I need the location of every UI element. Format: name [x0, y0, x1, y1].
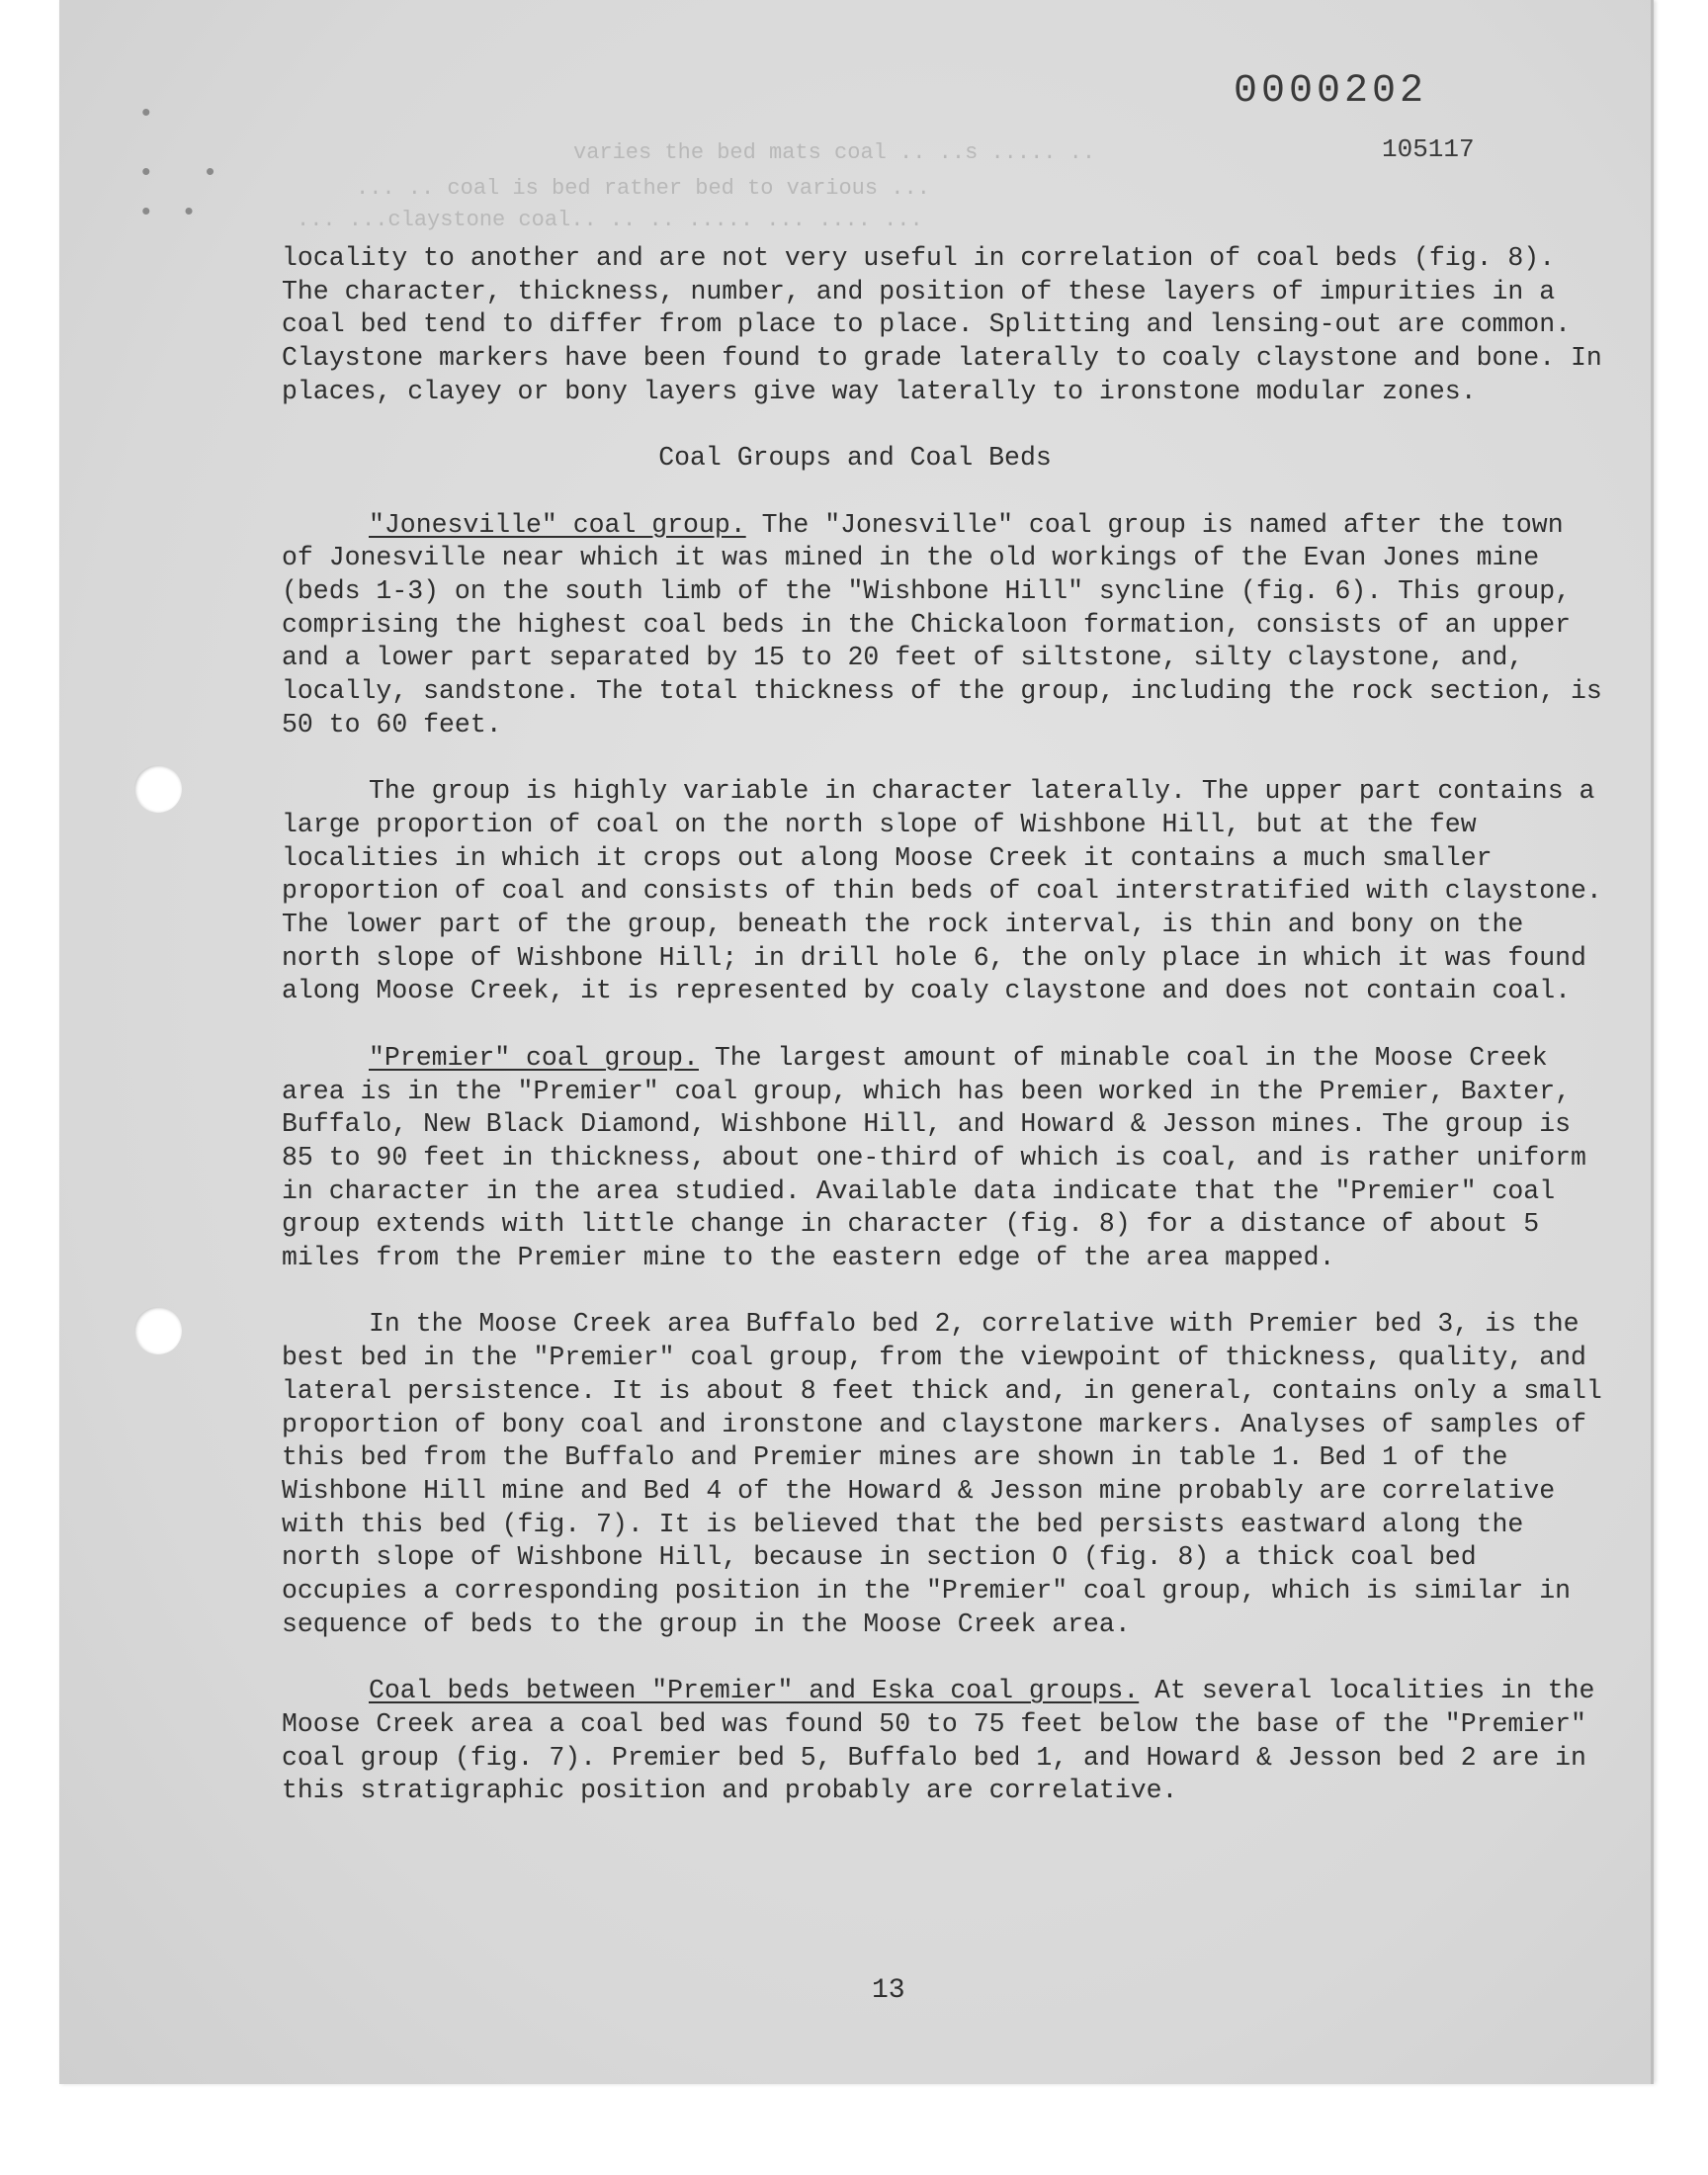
document-number: 0000202 — [1234, 69, 1428, 114]
body-text — [282, 242, 1606, 1842]
paragraph-text: At several localities in the Moose Creek area a coal bed was found 50 to 75 feet below the base of the "Premier" coal group (fig. 7). Premier bed 5, Buffalo bed 1, and Howard & Jesson bed 2 are in this stratigraphic position and probably are correlative. — [282, 1676, 1595, 1806]
paragraph-text: In the Moose Creek area Buffalo bed 2, correlative with Premier bed 3, is the best bed in the "Premier" coal group, from the viewpoint of thickness, quality, and lateral persistence. It is about 8 feet thick and, in general, contains only a small proportion of bony coal and ironstone and claystone markers. Analyses of samples of this bed from the Buffalo and Premier mines are shown in table 1. Bed 1 of the Wishbone Hill mine and Bed 4 of the Howard & Jesson mine probably are correlative with this bed (fig. 7). It is believed that the bed persists eastward along the north slope of Wishbone Hill, because in section O (fig. 8) a thick coal bed occupies a corresponding position in the "Premier" coal group, which is similar in sequence of beds to the group in the Moose Creek area. — [282, 1309, 1602, 1639]
paragraph-text: The "Jonesville" coal group is named after the town of Jonesville near which it was mined in the old workings of the Evan Jones mine (beds 1-3) on the south limb of the "Wishbone Hill" syncline (fig. 6). This group, comprising the highest coal beds in the Chickaloon formation, consists of an upper and a lower part separated by 15 to 20 feet of siltstone, silty claystone, and, locally, sandstone. The total thickness of the group, including the rock section, is 50 to 60 feet. — [282, 509, 1602, 740]
punch-hole — [134, 765, 182, 813]
section-heading: Coal Groups and Coal Beds — [658, 443, 1052, 474]
paragraph-title-coal-beds-between: Coal beds between "Premier" and Eska coal groups. — [369, 1676, 1140, 1706]
paragraph-text: The group is highly variable in character laterally. The upper part contains a large proportion of coal on the north slope of Wishbone Hill, but at the few localities in which it crops out along Moose Creek it contains a much smaller proportion of coal and consists of thin beds of coal interstratified with claystone. The lower part of the group, beneath the rock interval, is thin and bony on the north slope of Wishbone Hill; in drill hole 6, the only place in which it was found along Moose Creek, it is represented by coaly claystone and does not contain coal. — [282, 776, 1602, 1006]
page-number: 13 — [872, 1975, 905, 2006]
margin-specks: • • — [138, 198, 203, 227]
paragraph-buffalo-bed — [282, 1308, 1606, 1641]
bleed-through-line: ... ...claystone coal.. .. .. ..... ... .... ... — [297, 208, 923, 232]
bleed-through-line: varies the bed mats coal .. ..s ..... .. — [573, 140, 1096, 165]
margin-specks: • • — [138, 158, 224, 188]
paragraph-jonesville — [282, 509, 1606, 742]
paragraph-coal-beds-between — [282, 1675, 1606, 1808]
paragraph-continuation: locality to another and are not very useful in correlation of coal beds (fig. 8). The character, thickness, number, and position of these layers of impurities in a coal bed tend to differ from place to place. Splitting and lensing-out are common. Claystone markers have been found to grade laterally to coaly claystone and bone. In places, clayey or bony layers give way laterally to ironstone modular zones. — [282, 243, 1602, 406]
margin-specks: • — [138, 99, 160, 129]
paragraph-title-jonesville: "Jonesville" coal group. — [369, 509, 746, 540]
paragraph-variability — [282, 775, 1606, 1008]
punch-hole — [134, 1307, 182, 1354]
paragraph-premier — [282, 1042, 1606, 1275]
reference-number: 105117 — [1382, 134, 1475, 164]
paragraph-title-premier: "Premier" coal group. — [369, 1042, 699, 1073]
paragraph-text: The largest amount of minable coal in the Moose Creek area is in the "Premier" coal group, which has been worked in the Premier, Baxter, Buffalo, New Black Diamond, Wishbone Hill, and Howard & Jesson mines. The group is 85 to 90 feet in thickness, about one-third of which is coal, and is rather uniform in character in the area studied. Available data indicate that the "Premier" coal group extends with little change in character (fig. 8) for a distance of about 5 miles from the Premier mine to the eastern edge of the area mapped. — [282, 1042, 1586, 1273]
bleed-through-line: ... .. coal is bed rather bed to various ... — [356, 176, 930, 201]
document-page — [59, 0, 1654, 2084]
